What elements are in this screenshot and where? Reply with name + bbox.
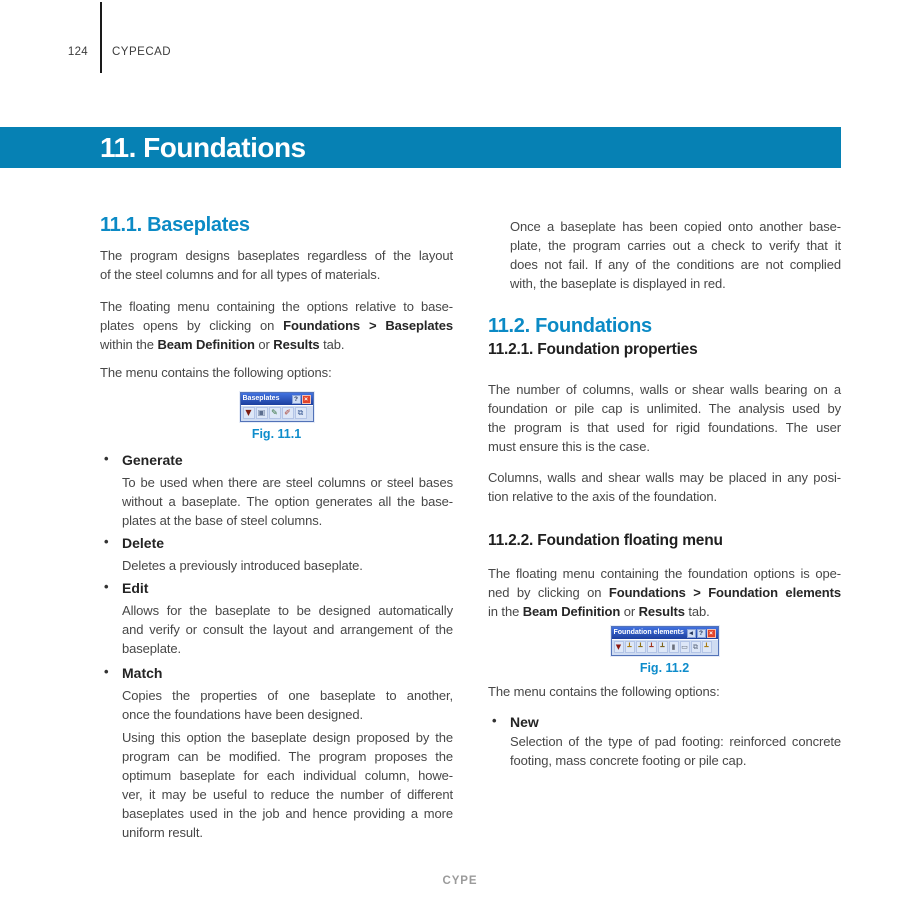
bullet-dot: • (104, 451, 109, 466)
bullet-title: Edit (122, 580, 149, 596)
chapter-title: 11. Foundations (100, 132, 306, 163)
left-column (100, 0, 453, 920)
close-button[interactable]: × (302, 395, 311, 404)
paragraph: The menu contains the following options: (100, 365, 332, 380)
delete-baseplate-icon[interactable]: ▣ (256, 407, 268, 419)
close-button[interactable]: × (707, 629, 716, 638)
paragraph: The number of columns, walls or shear walls bearing on a foundation or pile cap is unlimited. The analysis used by the program is that used for rigid foundations. The user must ensure this is the case. (488, 382, 841, 454)
paragraph: The floating menu containing the options relative to base- plates opens by clicking on Foundations > Baseplates within the Beam Definition or Results tab. (100, 299, 453, 352)
move-footing-icon[interactable]: ┻ (658, 641, 668, 653)
paragraph: Columns, walls and shear walls may be placed in any posi- tion relative to the axis of the foundation. (488, 470, 841, 504)
figure-caption: Fig. 11.1 (251, 427, 302, 441)
bullet-dot: • (104, 664, 109, 679)
bullet-title: Delete (122, 535, 165, 551)
toolbar-title: Baseplates (242, 395, 280, 402)
match-footing-icon[interactable]: ⧉ (691, 641, 701, 653)
paragraph: The program designs baseplates regardless of the layout of the steel columns and for all types of materials. (100, 248, 453, 282)
bullet-description: Deletes a previously introduced baseplate. (122, 558, 363, 573)
paragraph: The floating menu containing the foundation options is ope- ned by clicking on Foundations > Foundation elements in the Beam Definition or Results tab. (488, 566, 841, 619)
bullet-description: Allows for the baseplate to be designed automatically and verify or consult the layout and arrangement of the baseplate. (122, 603, 453, 656)
toolbar-titlebar[interactable] (241, 393, 313, 405)
section-heading-11-1: 11.1. Baseplates (100, 214, 250, 236)
generate-baseplates-icon[interactable]: ▼ (243, 407, 255, 419)
check-baseplate-icon[interactable]: ✐ (282, 407, 294, 419)
pin-button[interactable]: ◄ (687, 629, 695, 637)
toolbar-title: Foundation elements (613, 629, 684, 636)
paragraph: The menu contains the following options: (488, 684, 720, 699)
bullet-title: New (510, 714, 539, 730)
new-footing-icon[interactable]: ┻ (625, 641, 635, 653)
help-button[interactable]: ? (292, 395, 301, 404)
baseplates-floating-toolbar[interactable] (240, 392, 314, 422)
header-brand: CYPECAD (112, 46, 172, 58)
page-number: 124 (67, 46, 88, 58)
bullet-title: Generate (122, 452, 183, 468)
bullet-title: Match (122, 665, 163, 681)
bullet-description: Using this option the baseplate design proposed by the program can be modified. The program proposes the optimum baseplate for each individual column, howe- ver, it may be useful to reduce the number of different baseplates used in the job and hence providing a more uniform result. (122, 730, 453, 840)
generate-foundation-icon[interactable]: ▼ (614, 641, 624, 653)
assign-footing-icon[interactable]: ▮ (669, 641, 679, 653)
paragraph: Once a baseplate has been copied onto another base- plate, the program carries out a check to verify that it does not fail. If any of the conditions are not complied with, the baseplate is displayed in red. (510, 219, 841, 291)
subsection-heading-11-2-2: 11.2.2. Foundation floating menu (488, 532, 723, 549)
figure-foundation-elements (488, 626, 841, 675)
edit-footing-icon[interactable]: ┻ (636, 641, 646, 653)
footer-brand: CYPE (442, 875, 478, 887)
bullet-dot: • (104, 534, 109, 549)
bullet-dot: • (104, 579, 109, 594)
delete-footing-icon[interactable]: ┻ (647, 641, 657, 653)
bullet-dot: • (492, 713, 497, 728)
subsection-heading-11-2-1: 11.2.1. Foundation properties (488, 341, 698, 358)
toolbar-titlebar[interactable] (612, 627, 718, 639)
figure-baseplates (100, 392, 453, 441)
check-footing-icon[interactable]: ┻ (702, 641, 712, 653)
bullet-description: To be used when there are steel columns or steel bases without a baseplate. The option generates all the base- plates at the base of steel columns. (122, 475, 453, 528)
figure-caption: Fig. 11.2 (639, 661, 690, 675)
bullet-description: Copies the properties of one baseplate to another, once the foundations have been designed. (122, 688, 453, 722)
help-button[interactable]: ? (697, 629, 706, 638)
right-column (488, 0, 841, 920)
edit-baseplate-icon[interactable]: ✎ (269, 407, 281, 419)
section-heading-11-2: 11.2. Foundations (488, 315, 652, 337)
bullet-description: Selection of the type of pad footing: reinforced concrete footing, mass concrete footing or pile cap. (510, 734, 841, 768)
foundation-elements-floating-toolbar[interactable] (611, 626, 719, 656)
match-baseplate-icon[interactable]: ⧉ (295, 407, 307, 419)
dimension-footing-icon[interactable]: ▭ (681, 643, 688, 651)
